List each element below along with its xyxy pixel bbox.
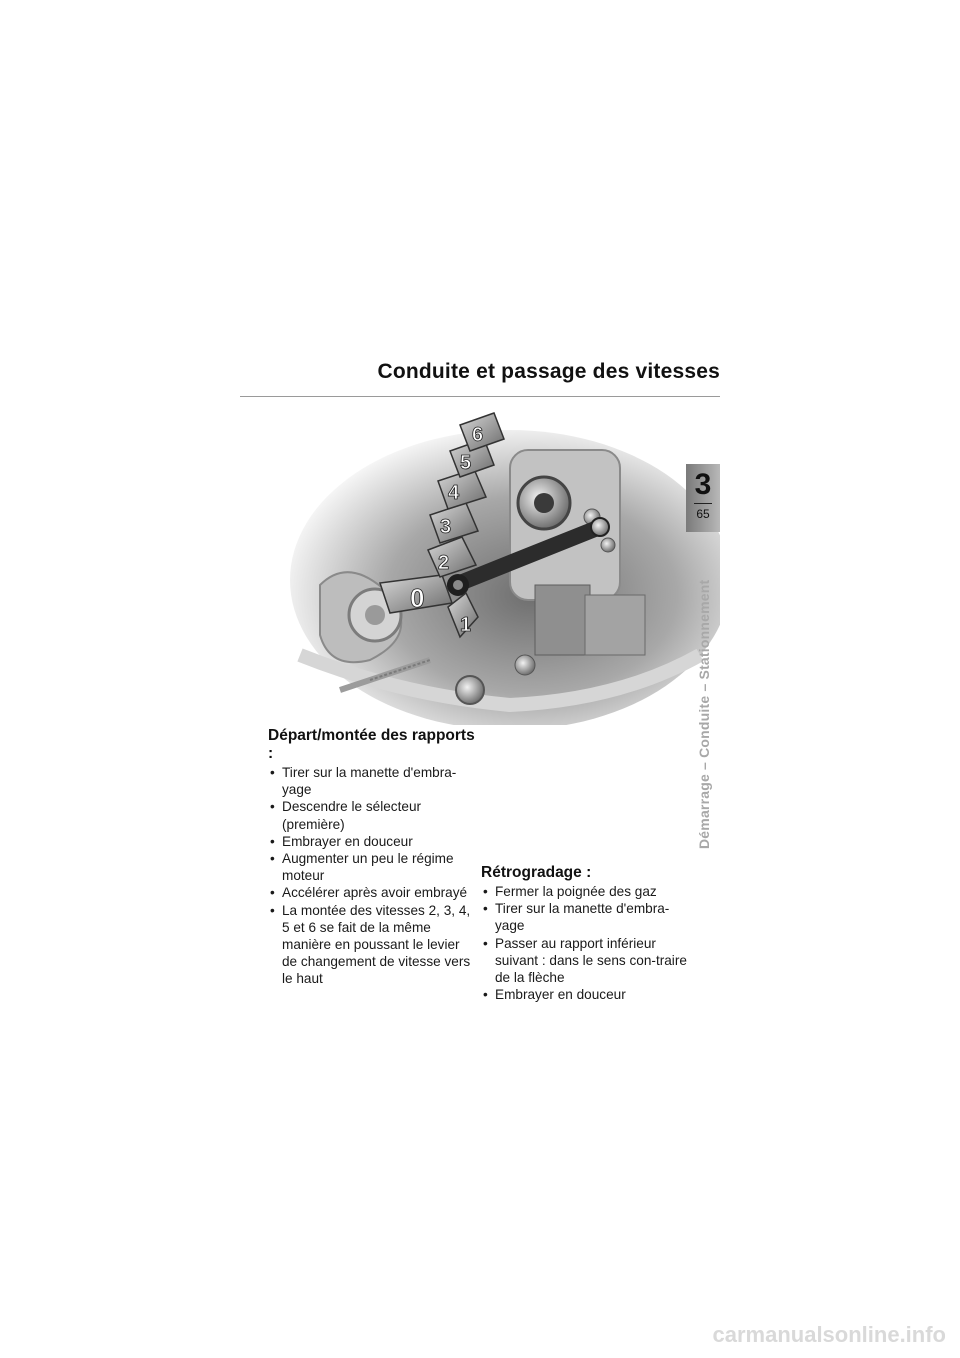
site-watermark: carmanualsonline.info — [712, 1322, 946, 1347]
chapter-tab — [686, 464, 720, 532]
list-item: • Passer au rapport inférieur suivant : dans le sens con-traire de la flèche — [481, 935, 691, 987]
chapter-number: 3 — [694, 468, 712, 501]
list-item: • Embrayer en douceur — [268, 833, 478, 850]
bullet-list — [481, 883, 691, 1003]
gear-shift-photo — [280, 405, 720, 725]
page-title: Conduite et passage des vitesses — [377, 360, 720, 383]
section-retrogradage — [481, 864, 691, 1003]
gear-label-4: 4 — [448, 482, 460, 504]
chapter-side-label: Démarrage – Conduite – Stationnement — [696, 579, 712, 849]
list-item: • Tirer sur la manette d'embra-yage — [268, 764, 478, 798]
list-item: • Fermer la poignée des gaz — [481, 883, 691, 900]
gear-label-0: 0 — [410, 583, 425, 613]
section-depart — [268, 727, 478, 988]
section-heading: Départ/montée des rapports : — [268, 727, 475, 762]
list-item: • Tirer sur la manette d'embra-yage — [481, 900, 691, 934]
gear-label-5: 5 — [460, 452, 472, 474]
list-item: • Augmenter un peu le régime moteur — [268, 850, 478, 884]
gear-label-3: 3 — [440, 516, 452, 538]
chapter-divider — [694, 503, 712, 504]
gear-label-1: 1 — [460, 614, 472, 636]
list-item: • Descendre le sélecteur (première) — [268, 798, 478, 832]
bullet-list — [268, 764, 478, 988]
section-heading: Rétrogradage : — [481, 864, 592, 881]
list-item: • Accélérer après avoir embrayé — [268, 884, 478, 901]
list-item: • La montée des vitesses 2, 3, 4, 5 et 6 se fait de la même manière en poussant le levier de changement de vitesse vers le haut — [268, 902, 478, 988]
page-number: 65 — [696, 507, 710, 521]
title-divider — [240, 396, 720, 397]
gear-label-6: 6 — [472, 424, 484, 446]
list-item: • Embrayer en douceur — [481, 986, 691, 1003]
gear-label-2: 2 — [438, 552, 450, 574]
